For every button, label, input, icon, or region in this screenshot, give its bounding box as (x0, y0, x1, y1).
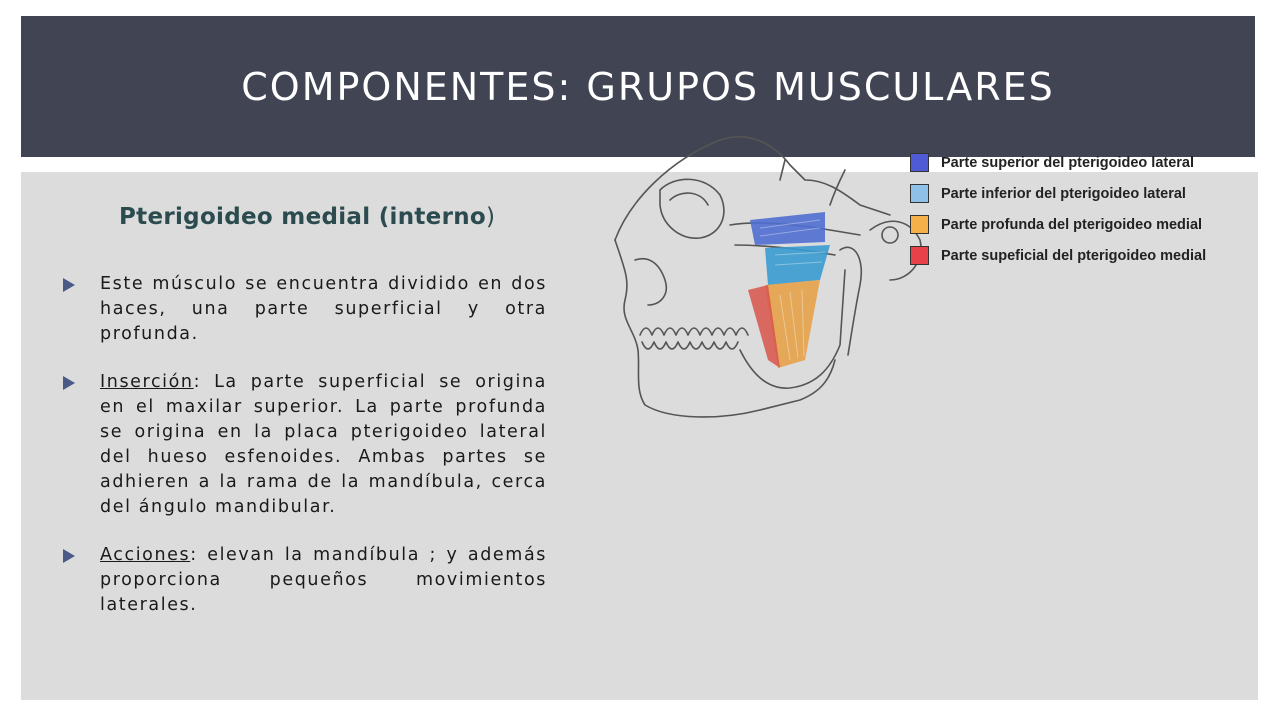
legend-label: Parte inferior del pterigoideo lateral (941, 185, 1186, 202)
subtitle-text: Pterigoideo medial (interno (119, 204, 487, 230)
bullet-text: Este músculo se encuentra dividido en dos haces, una parte superficial y otra profunda. (100, 274, 547, 344)
bullet-arrow-icon (63, 549, 75, 563)
legend-item (910, 147, 1206, 178)
section-subtitle (119, 204, 495, 230)
bullet-list (63, 272, 547, 641)
legend-label: Parte supeficial del pterigoideo medial (941, 247, 1207, 264)
bullet-sep: : (190, 545, 198, 565)
legend-label: Parte profunda del pterigoideo medial (941, 216, 1203, 233)
slide-title: COMPONENTES: GRUPOS MUSCULARES (241, 64, 1055, 109)
bullet-item (63, 370, 547, 520)
legend-label: Parte superior del pterigoideo lateral (941, 154, 1195, 171)
bullet-item (63, 543, 547, 618)
legend-item (910, 178, 1206, 209)
bullet-arrow-icon (63, 278, 75, 292)
legend-swatch (910, 184, 929, 203)
legend-swatch (910, 246, 929, 265)
bullet-arrow-icon (63, 376, 75, 390)
bullet-text: La parte superficial se origina en el maxilar superior. La parte profunda se origina en la placa pterigoideo lateral del hueso esfenoides. Ambas partes se adhieren a la rama de la mandíbula, cerca del ángulo mandibular. (100, 372, 547, 517)
bullet-item (63, 272, 547, 347)
bullet-sep: : (193, 372, 202, 392)
bullet-term: Acciones (100, 545, 191, 565)
legend-item (910, 240, 1206, 271)
bullet-text: elevan la mandíbula ; y además proporciona pequeños movimientos laterales. (100, 545, 547, 615)
legend-swatch (910, 215, 929, 234)
legend-swatch (910, 153, 929, 172)
subtitle-paren: ) (486, 204, 496, 230)
bullet-term: Inserción (100, 372, 194, 392)
figure-legend (910, 147, 1206, 271)
legend-item (910, 209, 1206, 240)
